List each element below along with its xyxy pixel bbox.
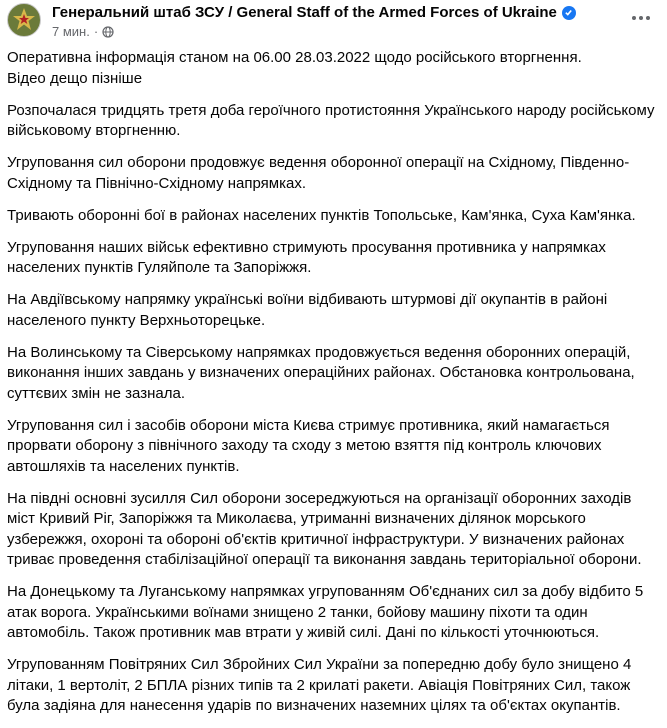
paragraph-line: атак ворога. Українськими воїнами знищено 2 танки, бойову машину піхоти та один <box>7 603 588 621</box>
paragraph-line: триває проведення стабілізаційної операції та виконання завдань територіальної оборони. <box>7 551 642 568</box>
verified-badge-icon <box>562 6 576 20</box>
post-paragraph <box>7 655 657 717</box>
paragraph-line: Розпочалася тридцять третя доба героїчного протистояння Українського народу російському <box>7 101 655 119</box>
post-paragraph <box>7 101 657 142</box>
post-paragraph <box>7 343 657 405</box>
paragraph-line: прорвати оборону з північного заходу та сходу з метою взяття під контроль ключових <box>7 437 602 454</box>
globe-icon[interactable] <box>102 26 114 38</box>
paragraph-line: виконання інших завдань у визначених операційних районах. Обстановка контрольована, <box>7 364 635 381</box>
more-options-icon[interactable] <box>627 8 655 28</box>
paragraph-line: На Донецькому та Луганському напрямках угрупованням Об'єднаних сил за добу відбито 5 <box>7 583 644 600</box>
paragraph-line: автошляхів та населених пунктів. <box>7 457 240 475</box>
post-timestamp[interactable]: 7 мин. <box>52 24 90 39</box>
paragraph-line: автомобіль. Також противник мав втрати у живій силі. Дані по кількості уточнюються. <box>7 624 600 641</box>
post-paragraph <box>7 206 657 227</box>
post-meta <box>52 24 114 39</box>
meta-separator: · <box>93 24 99 39</box>
paragraph-line: Тривають оборонні бої в районах населених пунктів Топольське, Кам'янка, Суха Кам'янка. <box>7 206 636 224</box>
post-paragraph <box>7 489 657 571</box>
post-paragraph <box>7 48 657 89</box>
post-paragraph <box>7 290 657 331</box>
page-name-text[interactable]: Генеральний штаб ЗСУ / General Staff of the Armed Forces of Ukraine <box>52 4 557 21</box>
page-name-link[interactable] <box>52 4 576 21</box>
post-header <box>0 0 667 46</box>
paragraph-line: населеного пункту Верхньоторецьке. <box>7 311 266 329</box>
paragraph-line: була задіяна для нанесення ударів по визначених наземних цілях та об'єктах окупантів. <box>7 697 621 714</box>
post-body <box>7 48 657 728</box>
paragraph-line: узбережжя, охороні та обороні об'єктів критичної інфраструктури. У визначених районах <box>7 530 625 548</box>
post-paragraph <box>7 582 657 644</box>
paragraph-line: міст Кривий Ріг, Запоріжжя та Миколаєва, утриманні визначених ділянок морського <box>7 510 586 527</box>
paragraph-line: Угрупованням Повітряних Сил Збройних Сил України за попередню добу було знищено 4 <box>7 656 632 673</box>
paragraph-line: літаки, 1 вертоліт, 2 БПЛА різних типів та 2 крилаті ракети. Авіація Повітряних Сил, також <box>7 676 631 694</box>
post-paragraph <box>7 416 657 478</box>
page-avatar[interactable] <box>7 3 41 37</box>
paragraph-line: суттєвих змін не зазнала. <box>7 384 185 402</box>
paragraph-line: На Авдіївському напрямку українські воїни відбивають штурмові дії окупантів в районі <box>7 291 608 308</box>
paragraph-line: Угруповання сил і засобів оборони міста Києва стримує противника, який намагається <box>7 416 610 434</box>
paragraph-line: На Волинському та Сіверському напрямках продовжується ведення оборонних операцій, <box>7 343 631 361</box>
paragraph-line: Східному та Північно-Східному напрямках. <box>7 174 306 192</box>
post-paragraph <box>7 238 657 279</box>
paragraph-line: На півдні основні зусилля Сил оборони зосереджуються на організації оборонних заходів <box>7 489 632 507</box>
paragraph-line: Оперативна інформація станом на 06.00 28.03.2022 щодо російського вторгнення. <box>7 49 582 66</box>
paragraph-line: Відео дещо пізніше <box>7 69 143 87</box>
paragraph-line: Угруповання наших військ ефективно стримують просування противника у напрямках <box>7 238 606 256</box>
post-paragraph <box>7 153 657 194</box>
paragraph-line: Угруповання сил оборони продовжує ведення оборонної операції на Східному, Південно- <box>7 154 630 171</box>
paragraph-line: військовому вторгненню. <box>7 122 181 139</box>
military-emblem-icon <box>12 7 36 33</box>
paragraph-line: населених пунктів Гуляйполе та Запоріжжя. <box>7 259 312 276</box>
